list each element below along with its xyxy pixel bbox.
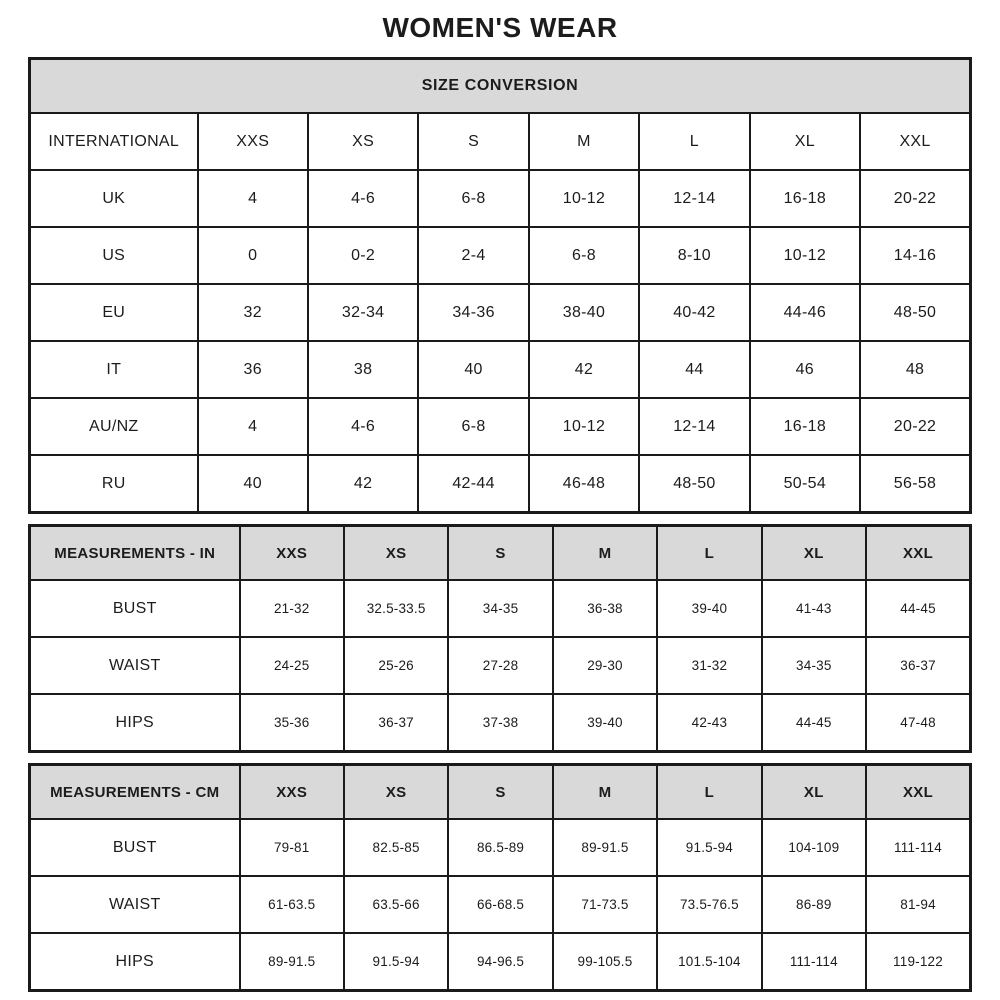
data-cell: 44-45 bbox=[866, 580, 970, 637]
table-row bbox=[30, 341, 971, 398]
data-cell: 8-10 bbox=[639, 227, 749, 284]
data-cell: 40 bbox=[418, 341, 528, 398]
data-cell: 94-96.5 bbox=[448, 933, 552, 991]
data-cell: 36 bbox=[198, 341, 308, 398]
row-label: AU/NZ bbox=[30, 398, 198, 455]
column-header: XXS bbox=[240, 526, 344, 581]
data-cell: 10-12 bbox=[750, 227, 860, 284]
data-cell: 42-44 bbox=[418, 455, 528, 513]
data-cell: 101.5-104 bbox=[657, 933, 761, 991]
data-cell: 24-25 bbox=[240, 637, 344, 694]
data-cell: 73.5-76.5 bbox=[657, 876, 761, 933]
data-cell: 86.5-89 bbox=[448, 819, 552, 876]
data-cell: 89-91.5 bbox=[240, 933, 344, 991]
data-cell: 50-54 bbox=[750, 455, 860, 513]
data-cell: 14-16 bbox=[860, 227, 970, 284]
page-title: WOMEN'S WEAR bbox=[382, 12, 618, 43]
data-cell: 44 bbox=[639, 341, 749, 398]
column-header: L bbox=[657, 765, 761, 820]
data-cell: 111-114 bbox=[866, 819, 970, 876]
data-cell: 47-48 bbox=[866, 694, 970, 752]
column-header: S bbox=[448, 765, 552, 820]
data-cell: 4 bbox=[198, 170, 308, 227]
data-cell: 35-36 bbox=[240, 694, 344, 752]
data-cell: 81-94 bbox=[866, 876, 970, 933]
column-header: S bbox=[448, 526, 552, 581]
column-header: S bbox=[418, 113, 528, 170]
column-header: XXL bbox=[860, 113, 970, 170]
table-row bbox=[30, 819, 971, 876]
data-cell: 48 bbox=[860, 341, 970, 398]
data-cell: 91.5-94 bbox=[657, 819, 761, 876]
data-cell: 32 bbox=[198, 284, 308, 341]
table-row bbox=[30, 526, 971, 581]
data-cell: 32.5-33.5 bbox=[344, 580, 448, 637]
table-row bbox=[30, 580, 971, 637]
data-cell: 36-37 bbox=[344, 694, 448, 752]
data-cell: 6-8 bbox=[418, 398, 528, 455]
table-row bbox=[30, 765, 971, 820]
column-header: L bbox=[639, 113, 749, 170]
data-cell: 16-18 bbox=[750, 170, 860, 227]
row-label: HIPS bbox=[30, 694, 240, 752]
data-cell: 31-32 bbox=[657, 637, 761, 694]
data-cell: 91.5-94 bbox=[344, 933, 448, 991]
data-cell: 41-43 bbox=[762, 580, 866, 637]
table-title: MEASUREMENTS - IN bbox=[30, 526, 240, 581]
data-cell: 44-45 bbox=[762, 694, 866, 752]
table-row bbox=[30, 637, 971, 694]
column-header: XXS bbox=[198, 113, 308, 170]
row-label: BUST bbox=[30, 580, 240, 637]
row-label: WAIST bbox=[30, 637, 240, 694]
column-header: XS bbox=[344, 765, 448, 820]
table-row bbox=[30, 170, 971, 227]
table-row bbox=[30, 933, 971, 991]
column-header: M bbox=[553, 765, 657, 820]
table-title: MEASUREMENTS - CM bbox=[30, 765, 240, 820]
column-header: XS bbox=[344, 526, 448, 581]
data-cell: 104-109 bbox=[762, 819, 866, 876]
data-cell: 66-68.5 bbox=[448, 876, 552, 933]
row-label: UK bbox=[30, 170, 198, 227]
data-cell: 89-91.5 bbox=[553, 819, 657, 876]
table-row bbox=[30, 398, 971, 455]
data-cell: 38 bbox=[308, 341, 418, 398]
data-cell: 0-2 bbox=[308, 227, 418, 284]
data-cell: 4 bbox=[198, 398, 308, 455]
data-cell: 25-26 bbox=[344, 637, 448, 694]
data-cell: 119-122 bbox=[866, 933, 970, 991]
column-header: M bbox=[529, 113, 639, 170]
data-cell: 36-37 bbox=[866, 637, 970, 694]
data-cell: 42 bbox=[308, 455, 418, 513]
column-header: M bbox=[553, 526, 657, 581]
data-cell: 39-40 bbox=[657, 580, 761, 637]
column-header: XL bbox=[762, 526, 866, 581]
data-cell: 29-30 bbox=[553, 637, 657, 694]
column-header: XXL bbox=[866, 765, 970, 820]
row-label: US bbox=[30, 227, 198, 284]
data-cell: 20-22 bbox=[860, 398, 970, 455]
data-cell: 99-105.5 bbox=[553, 933, 657, 991]
data-cell: 40 bbox=[198, 455, 308, 513]
row-label: RU bbox=[30, 455, 198, 513]
data-cell: 40-42 bbox=[639, 284, 749, 341]
data-cell: 4-6 bbox=[308, 398, 418, 455]
data-cell: 34-35 bbox=[448, 580, 552, 637]
data-cell: 42 bbox=[529, 341, 639, 398]
data-cell: 4-6 bbox=[308, 170, 418, 227]
data-cell: 39-40 bbox=[553, 694, 657, 752]
data-cell: 56-58 bbox=[860, 455, 970, 513]
data-cell: 21-32 bbox=[240, 580, 344, 637]
table-row bbox=[30, 113, 971, 170]
data-cell: 12-14 bbox=[639, 170, 749, 227]
data-cell: 63.5-66 bbox=[344, 876, 448, 933]
data-cell: 48-50 bbox=[860, 284, 970, 341]
data-cell: 10-12 bbox=[529, 170, 639, 227]
measurements-in-table bbox=[28, 524, 972, 753]
column-header: XXS bbox=[240, 765, 344, 820]
table-row bbox=[30, 455, 971, 513]
row-label: EU bbox=[30, 284, 198, 341]
row-label: BUST bbox=[30, 819, 240, 876]
column-header: XL bbox=[750, 113, 860, 170]
table-row bbox=[30, 227, 971, 284]
data-cell: 71-73.5 bbox=[553, 876, 657, 933]
data-cell: 27-28 bbox=[448, 637, 552, 694]
row-label: IT bbox=[30, 341, 198, 398]
data-cell: 46 bbox=[750, 341, 860, 398]
row-label: WAIST bbox=[30, 876, 240, 933]
data-cell: 2-4 bbox=[418, 227, 528, 284]
data-cell: 32-34 bbox=[308, 284, 418, 341]
table-row bbox=[30, 59, 971, 114]
data-cell: 86-89 bbox=[762, 876, 866, 933]
table-row bbox=[30, 694, 971, 752]
data-cell: 34-35 bbox=[762, 637, 866, 694]
table-row bbox=[30, 284, 971, 341]
size-conversion-table bbox=[28, 57, 972, 514]
data-cell: 46-48 bbox=[529, 455, 639, 513]
data-cell: 111-114 bbox=[762, 933, 866, 991]
data-cell: 37-38 bbox=[448, 694, 552, 752]
data-cell: 48-50 bbox=[639, 455, 749, 513]
data-cell: 42-43 bbox=[657, 694, 761, 752]
table-title: SIZE CONVERSION bbox=[30, 59, 971, 114]
data-cell: 20-22 bbox=[860, 170, 970, 227]
data-cell: 6-8 bbox=[529, 227, 639, 284]
row-label: HIPS bbox=[30, 933, 240, 991]
measurements-cm-table bbox=[28, 763, 972, 992]
column-header: XS bbox=[308, 113, 418, 170]
data-cell: 0 bbox=[198, 227, 308, 284]
data-cell: 10-12 bbox=[529, 398, 639, 455]
data-cell: 38-40 bbox=[529, 284, 639, 341]
data-cell: 16-18 bbox=[750, 398, 860, 455]
column-header: XXL bbox=[866, 526, 970, 581]
data-cell: 82.5-85 bbox=[344, 819, 448, 876]
column-header: L bbox=[657, 526, 761, 581]
data-cell: 61-63.5 bbox=[240, 876, 344, 933]
data-cell: 44-46 bbox=[750, 284, 860, 341]
data-cell: 12-14 bbox=[639, 398, 749, 455]
data-cell: 6-8 bbox=[418, 170, 528, 227]
data-cell: 79-81 bbox=[240, 819, 344, 876]
table-row bbox=[30, 876, 971, 933]
column-header: XL bbox=[762, 765, 866, 820]
data-cell: 34-36 bbox=[418, 284, 528, 341]
column-header: INTERNATIONAL bbox=[30, 113, 198, 170]
data-cell: 36-38 bbox=[553, 580, 657, 637]
